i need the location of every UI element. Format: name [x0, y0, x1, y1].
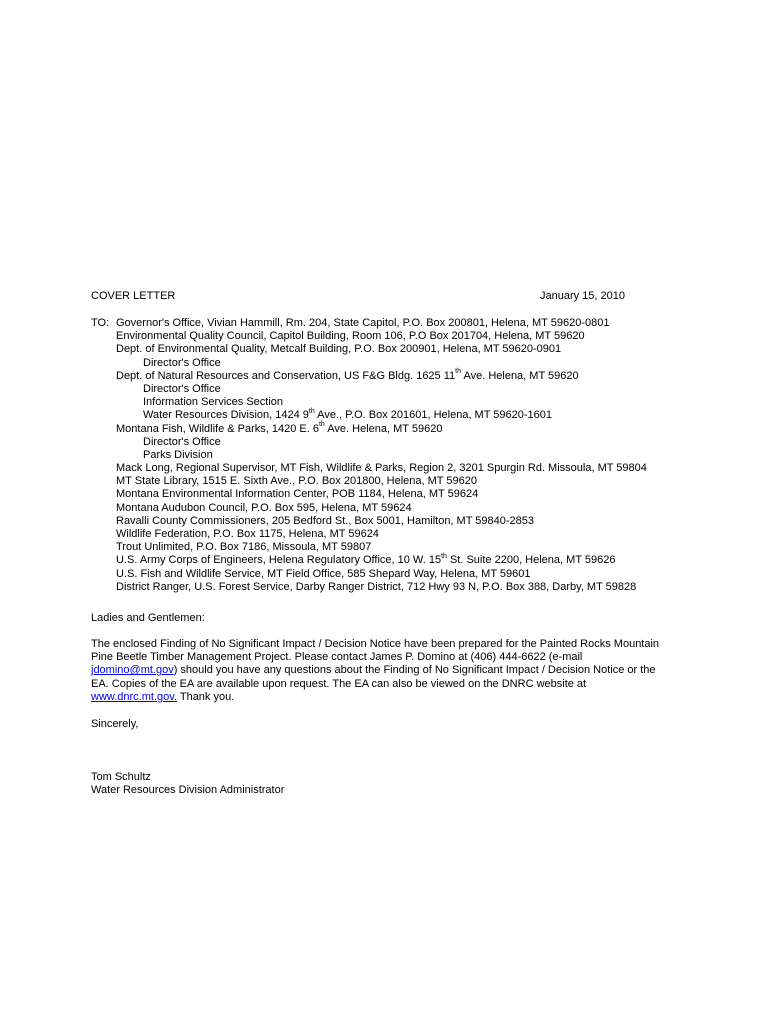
recipient-line: [116, 370, 691, 383]
recipient-line: [116, 554, 691, 567]
recipient-line: Environmental Quality Council, Capitol Building, Room 106, P.O Box 201704, Helena, MT 59620: [116, 330, 585, 343]
signer-title: Water Resources Division Administrator: [91, 784, 285, 797]
recipient-text: St. Suite 2200, Helena, MT 59626: [446, 554, 616, 567]
recipient-line: Dept. of Environmental Quality, Metcalf Building, P.O. Box 200901, Helena, MT 59620-0901: [116, 343, 562, 356]
recipient-line: Ravalli County Commissioners, 205 Bedford St., Box 5001, Hamilton, MT 59840-2853: [116, 514, 535, 527]
recipient-subline: Information Services Section: [143, 396, 284, 409]
recipient-subline: [143, 409, 691, 422]
paragraph-line: Pine Beetle Timber Management Project. Please contact James P. Domino at (406) 444-6622 (e-mail: [91, 651, 583, 664]
recipient-line: Mack Long, Regional Supervisor, MT Fish, Wildlife & Parks, Region 2, 3201 Spurgin Rd. Missoula, MT 59804: [116, 462, 647, 475]
closing: Sincerely,: [91, 718, 139, 730]
website-link[interactable]: www.dnrc.mt.gov.: [91, 690, 177, 703]
letter-header: [91, 290, 625, 304]
paragraph-line: The enclosed Finding of No Significant Impact / Decision Notice have been prepared for the Painted Rocks Mountain: [91, 638, 660, 650]
letter-title: COVER LETTER: [91, 290, 176, 302]
email-link[interactable]: jdomino@mt.gov: [91, 664, 174, 677]
recipient-text: Montana Fish, Wildlife & Parks, 1420 E. 6: [116, 422, 319, 435]
salutation: Ladies and Gentlemen:: [91, 612, 205, 624]
ordinal-suffix: th: [441, 552, 447, 560]
recipient-line: Wildlife Federation, P.O. Box 1175, Helena, MT 59624: [116, 528, 379, 540]
to-label: TO:: [91, 317, 110, 329]
recipient-line: MT State Library, 1515 E. Sixth Ave., P.O. Box 201800, Helena, MT 59620: [116, 475, 477, 488]
recipient-line: U.S. Fish and Wildlife Service, MT Field Office, 585 Shepard Way, Helena, MT 59601: [116, 567, 531, 580]
paragraph-text: Thank you.: [177, 690, 235, 703]
paragraph-line: [91, 691, 676, 704]
letter-date: January 15, 2010: [539, 290, 625, 302]
paragraph-line: EA. Copies of the EA are available upon request. The EA can also be viewed on the DNRC website at: [91, 677, 587, 690]
recipient-text: Ave. Helena, MT 59620: [324, 422, 443, 435]
recipient-line: Trout Unlimited, P.O. Box 7186, Missoula, MT 59807: [116, 541, 372, 554]
paragraph-text: ) should you have any questions about the Finding of No Significant Impact / Decision Notice or the: [173, 664, 656, 677]
ordinal-suffix: th: [308, 407, 315, 415]
paragraph-line: [91, 664, 676, 677]
recipient-text: U.S. Army Corps of Engineers, Helena Regulatory Office, 10 W. 15: [116, 554, 442, 567]
recipient-subline: Director's Office: [143, 356, 221, 369]
recipient-list: [91, 317, 691, 594]
ordinal-suffix: th: [318, 420, 325, 428]
recipient-text: Ave., P.O. Box 201601, Helena, MT 59620-1601: [314, 409, 553, 422]
recipient-line: Montana Audubon Council, P.O. Box 595, Helena, MT 59624: [116, 501, 412, 514]
recipient-subline: Director's Office: [143, 435, 221, 448]
recipient-line: [116, 420, 691, 436]
recipient-text: Water Resources Division, 1424 9: [143, 409, 309, 422]
signature-block: [91, 771, 284, 797]
recipient-text: Ave. Helena, MT 59620: [461, 369, 579, 382]
recipient-line: District Ranger, U.S. Forest Service, Darby Ranger District, 712 Hwy 93 N, P.O. Box 388, Darby, MT 59828: [116, 580, 637, 593]
recipient-text: Dept. of Natural Resources and Conservation, US F&G Bldg. 1625 11: [116, 369, 456, 382]
recipient-subline: Director's Office: [143, 382, 221, 395]
recipient-line: Governor's Office, Vivian Hammill, Rm. 204, State Capitol, P.O. Box 200801, Helena, MT 59620-0801: [116, 317, 610, 329]
body-paragraph: [91, 638, 676, 704]
recipient-line: Montana Environmental Information Center, POB 1184, Helena, MT 59624: [116, 488, 479, 501]
signer-name: Tom Schultz: [91, 771, 151, 783]
ordinal-suffix: th: [455, 368, 461, 376]
recipient-subline: Parks Division: [143, 448, 213, 461]
